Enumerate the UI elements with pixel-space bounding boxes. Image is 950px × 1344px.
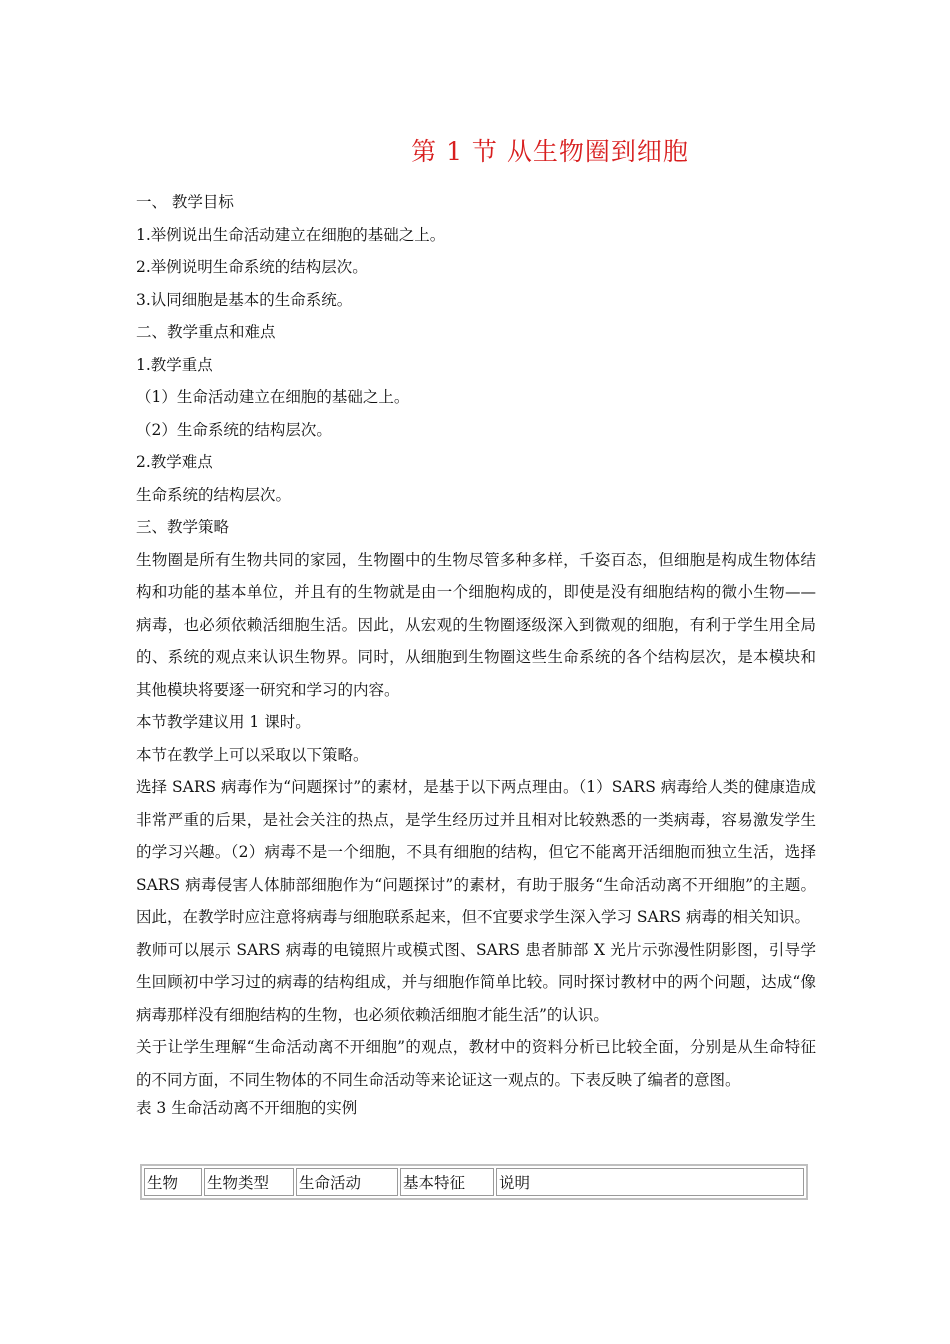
table-header-cell: 生命活动 bbox=[296, 1168, 398, 1196]
page-title: 第 1 节 从生物圈到细胞 bbox=[411, 137, 689, 166]
table-header-row bbox=[144, 1168, 804, 1196]
subheading-key-point: 1.教学重点 bbox=[136, 355, 213, 374]
section-heading-goals: 一、 教学目标 bbox=[136, 193, 234, 211]
paragraph-teacher: 教师可以展示 SARS 病毒的电镜照片或模式图、SARS 患者肺部 X 光片示弥漫性阴影图，引导学生回顾初中学习过的病毒的结构组成，并与细胞作简单比较。同时探讨教材中的两个问题，达成“像病毒那样没有细胞结构的生物，也必须依赖活细胞才能生活”的认识。 bbox=[136, 940, 816, 1024]
paragraph-analysis: 关于让学生理解“生命活动离不开细胞”的观点，教材中的资料分析已比较全面，分别是从生命特征的不同方面，不同生物体的不同生命活动等来论证这一观点的。下表反映了编者的意图。 bbox=[136, 1038, 816, 1089]
paragraph-hours: 本节教学建议用 1 课时。 bbox=[136, 713, 311, 731]
section-heading-strategy: 三、教学策略 bbox=[136, 518, 230, 536]
paragraph-strategy-intro: 本节在教学上可以采取以下策略。 bbox=[136, 745, 369, 764]
goal-item: 3.认同细胞是基本的生命系统。 bbox=[136, 290, 353, 309]
goal-item: 2.举例说明生命系统的结构层次。 bbox=[136, 258, 368, 276]
paragraph-biosphere: 生物圈是所有生物共同的家园，生物圈中的生物尽管多种多样，千姿百态，但细胞是构成生物体结构和功能的基本单位，并且有的生物就是由一个细胞构成的，即使是没有细胞结构的微小生物——病毒，也必须依赖活细胞生活。因此，从宏观的生物圈逐级深入到微观的细胞，有利于学生用全局的、系统的观点来认识生物界。同时，从细胞到生物圈这些生命系统的各个结构层次，是本模块和其他模块将要逐一研究和学习的内容。 bbox=[136, 550, 816, 699]
table-header-cell: 基本特征 bbox=[400, 1168, 494, 1196]
life-activity-table bbox=[140, 1164, 808, 1200]
table-header-cell: 生物 bbox=[144, 1168, 202, 1196]
section-heading-key-points: 二、教学重点和难点 bbox=[136, 323, 276, 341]
table-caption: 表 3 生命活动离不开细胞的实例 bbox=[136, 1099, 358, 1117]
paragraph-sars: 选择 SARS 病毒作为“问题探讨”的素材，是基于以下两点理由。（1）SARS 病毒给人类的健康造成非常严重的后果，是社会关注的热点，是学生经历过并且相对比较熟悉的一类病毒，容易激发学生的学习兴趣。（2）病毒不是一个细胞，不具有细胞的结构，但它不能离开活细胞而独立生活，选择 SARS 病毒侵害人体肺部细胞作为“问题探讨”的素材，有助于服务“生命活动离不开细胞”的主题。因此，在教学时应注意将病毒与细胞联系起来，但不宜要求学生深入学习 SARS 病毒的相关知识。 bbox=[136, 778, 816, 926]
table-header-cell: 生物类型 bbox=[204, 1168, 294, 1196]
table-header-cell: 说明 bbox=[496, 1168, 804, 1196]
document-body bbox=[136, 186, 816, 1120]
key-point-item: （2）生命系统的结构层次。 bbox=[136, 420, 332, 439]
goal-item: 1.举例说出生命活动建立在细胞的基础之上。 bbox=[136, 225, 446, 244]
subheading-difficulty: 2.教学难点 bbox=[136, 453, 213, 471]
difficulty-item: 生命系统的结构层次。 bbox=[136, 485, 292, 504]
key-point-item: （1）生命活动建立在细胞的基础之上。 bbox=[136, 388, 410, 406]
